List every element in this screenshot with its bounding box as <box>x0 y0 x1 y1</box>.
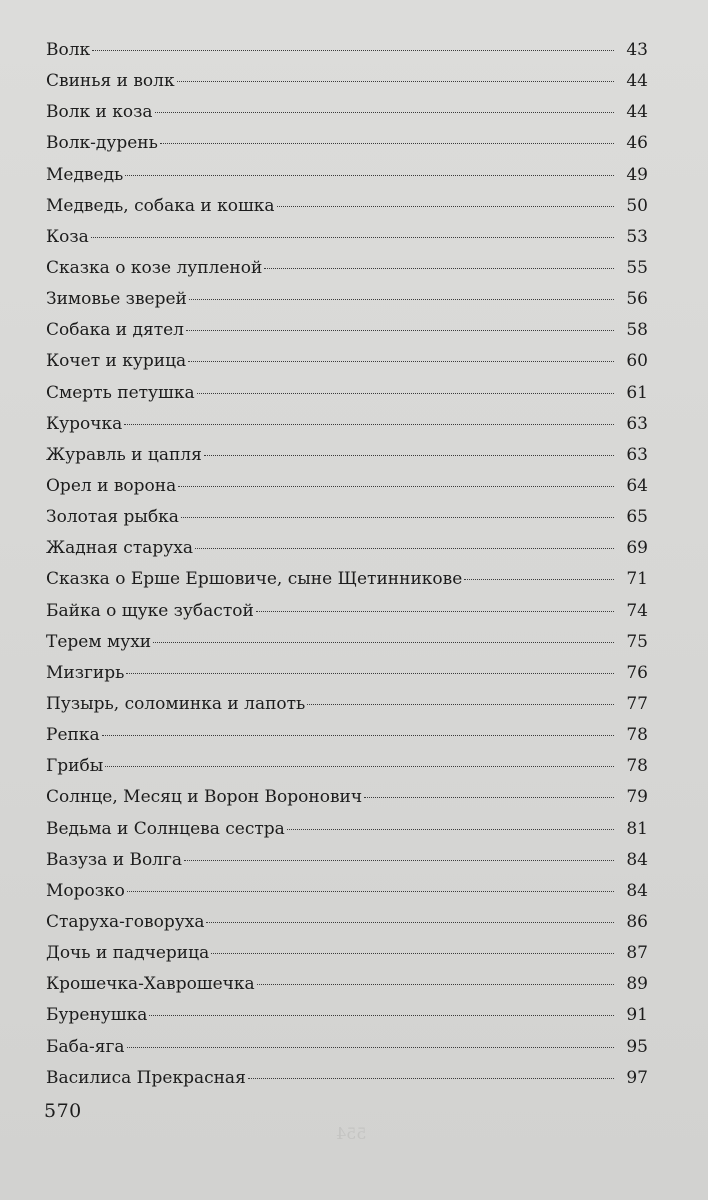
toc-entry-title: Пузырь, соломинка и лапоть <box>46 693 306 714</box>
dot-leader <box>277 206 614 207</box>
toc-entry <box>46 191 648 222</box>
dot-leader <box>149 1015 614 1016</box>
toc-entry <box>46 502 648 533</box>
toc-entry <box>46 814 648 845</box>
toc-entry-title: Морозко <box>46 880 125 901</box>
toc-entry <box>46 378 648 409</box>
toc-entry <box>46 564 648 595</box>
toc-entry-title: Свинья и волк <box>46 71 175 92</box>
toc-entry-title: Солнце, Месяц и Ворон Воронович <box>46 787 363 808</box>
dot-leader <box>91 237 614 238</box>
dot-leader <box>153 642 614 643</box>
toc-entry-page: 44 <box>626 71 648 92</box>
toc-entry-page: 97 <box>626 1067 648 1088</box>
toc-entry-page: 44 <box>626 102 648 123</box>
toc-entry <box>46 938 648 969</box>
toc-entry-page: 63 <box>626 413 648 434</box>
toc-entry <box>46 845 648 876</box>
dot-leader <box>124 424 614 425</box>
dot-leader <box>126 673 614 674</box>
toc-entry-title: Василиса Прекрасная <box>46 1067 246 1088</box>
dot-leader <box>307 704 614 705</box>
dot-leader <box>102 735 614 736</box>
toc-entry-page: 60 <box>626 351 648 372</box>
toc-entry-title: Курочка <box>46 413 123 434</box>
toc-entry <box>46 658 648 689</box>
dot-leader <box>464 579 614 580</box>
dot-leader <box>256 611 614 612</box>
toc-entry <box>46 596 648 627</box>
toc-entry <box>46 782 648 813</box>
toc-entry-page: 86 <box>626 911 648 932</box>
dot-leader <box>204 455 614 456</box>
toc-entry-title: Байка о щуке зубастой <box>46 600 254 621</box>
toc-entry-page: 84 <box>626 849 648 870</box>
toc-entry-page: 78 <box>626 756 648 777</box>
toc-entry-page: 77 <box>626 693 648 714</box>
toc-entry-title: Репка <box>46 725 100 746</box>
toc-entry-page: 43 <box>626 40 648 60</box>
toc-entry-page: 69 <box>626 538 648 559</box>
toc-entry <box>46 751 648 782</box>
toc-entry-page: 56 <box>626 289 648 310</box>
toc-entry <box>46 627 648 658</box>
toc-entry <box>46 253 648 284</box>
toc-entry-title: Коза <box>46 226 89 247</box>
toc-entry-page: 78 <box>626 725 648 746</box>
toc-entry-page: 55 <box>626 257 648 278</box>
toc-entry-page: 49 <box>626 164 648 185</box>
toc-entry <box>46 315 648 346</box>
toc-entry-title: Баба-яга <box>46 1036 125 1057</box>
toc-entry <box>46 689 648 720</box>
toc-entry <box>46 533 648 564</box>
dot-leader <box>211 953 614 954</box>
toc-entry-page: 75 <box>626 631 648 652</box>
toc-entry-page: 61 <box>626 382 648 403</box>
dot-leader <box>160 143 614 144</box>
toc-entry <box>46 1063 648 1094</box>
toc-entry-page: 84 <box>626 880 648 901</box>
toc-entry-title: Медведь <box>46 164 124 185</box>
toc-entry-title: Зимовье зверей <box>46 289 187 310</box>
page-number: 570 <box>44 1100 82 1122</box>
dot-leader <box>287 829 614 830</box>
toc-entry-title: Кочет и курица <box>46 351 187 372</box>
toc-entry-title: Старуха-говоруха <box>46 911 205 932</box>
dot-leader <box>155 112 614 113</box>
toc-entry-title: Собака и дятел <box>46 320 184 341</box>
toc-entry-title: Сказка о козе лупленой <box>46 257 263 278</box>
toc-entry-title: Волк <box>46 40 91 60</box>
toc-entry-title: Грибы <box>46 756 104 777</box>
toc-entry-title: Смерть петушка <box>46 382 195 403</box>
toc-entry-page: 65 <box>626 507 648 528</box>
toc-entry-title: Журавль и цапля <box>46 444 202 465</box>
toc-entry-page: 79 <box>626 787 648 808</box>
toc-entry <box>46 1000 648 1031</box>
toc-entry <box>46 720 648 751</box>
toc-entry-page: 95 <box>626 1036 648 1057</box>
toc-entry-page: 50 <box>626 195 648 216</box>
dot-leader <box>181 517 614 518</box>
toc-entry-title: Золотая рыбка <box>46 507 179 528</box>
toc-entry <box>46 97 648 128</box>
toc-entry-title: Сказка о Ерше Ершовиче, сыне Щетинникове <box>46 569 463 590</box>
toc-entry <box>46 35 648 66</box>
toc-entry-page: 53 <box>626 226 648 247</box>
toc-entry-title: Мизгирь <box>46 662 125 683</box>
dot-leader <box>264 268 614 269</box>
dot-leader <box>257 984 614 985</box>
dot-leader <box>206 922 614 923</box>
toc-entry-title: Ведьма и Солнцева сестра <box>46 818 285 839</box>
toc-entry <box>46 66 648 97</box>
dot-leader <box>178 486 614 487</box>
toc-entry-page: 89 <box>626 974 648 995</box>
dot-leader <box>127 891 614 892</box>
bleed-through-page-number: 554 <box>336 1124 367 1143</box>
toc-entry <box>46 1032 648 1063</box>
toc-entry-title: Орел и ворона <box>46 475 177 496</box>
toc-entry-title: Медведь, собака и кошка <box>46 195 275 216</box>
toc-entry-title: Жадная старуха <box>46 538 193 559</box>
toc-entry-title: Вазуза и Волга <box>46 849 183 870</box>
dot-leader <box>248 1078 614 1079</box>
dot-leader <box>105 766 614 767</box>
dot-leader <box>188 361 614 362</box>
toc-entry <box>46 907 648 938</box>
toc-entry <box>46 409 648 440</box>
toc-entry-page: 63 <box>626 444 648 465</box>
toc-entry-title: Буренушка <box>46 1005 148 1026</box>
toc-entry-title: Дочь и падчерица <box>46 943 210 964</box>
dot-leader <box>127 1047 614 1048</box>
dot-leader <box>186 330 614 331</box>
toc-entry-page: 76 <box>626 662 648 683</box>
toc-entry <box>46 876 648 907</box>
toc-entry-page: 58 <box>626 320 648 341</box>
toc-entry-page: 74 <box>626 600 648 621</box>
toc-entry-page: 64 <box>626 475 648 496</box>
dot-leader <box>364 797 614 798</box>
dot-leader <box>125 175 614 176</box>
toc-entry <box>46 222 648 253</box>
toc-entry-page: 81 <box>626 818 648 839</box>
toc-entry-page: 71 <box>626 569 648 590</box>
toc-entry-page: 87 <box>626 943 648 964</box>
toc-entry <box>46 284 648 315</box>
toc-entry-title: Крошечка-Хаврошечка <box>46 974 255 995</box>
dot-leader <box>195 548 614 549</box>
toc-entry <box>46 440 648 471</box>
dot-leader <box>197 393 614 394</box>
dot-leader <box>177 81 614 82</box>
toc-entry-title: Терем мухи <box>46 631 152 652</box>
toc-entry <box>46 346 648 377</box>
toc-entry-page: 91 <box>626 1005 648 1026</box>
toc-entry-page: 46 <box>626 133 648 154</box>
toc-entry <box>46 471 648 502</box>
toc-entry <box>46 128 648 159</box>
toc-entry-title: Волк-дурень <box>46 133 158 154</box>
dot-leader <box>92 50 614 51</box>
toc-entry <box>46 969 648 1000</box>
toc-entry <box>46 160 648 191</box>
table-of-contents <box>46 35 648 1094</box>
dot-leader <box>189 299 614 300</box>
toc-entry-title: Волк и коза <box>46 102 153 123</box>
dot-leader <box>184 860 614 861</box>
